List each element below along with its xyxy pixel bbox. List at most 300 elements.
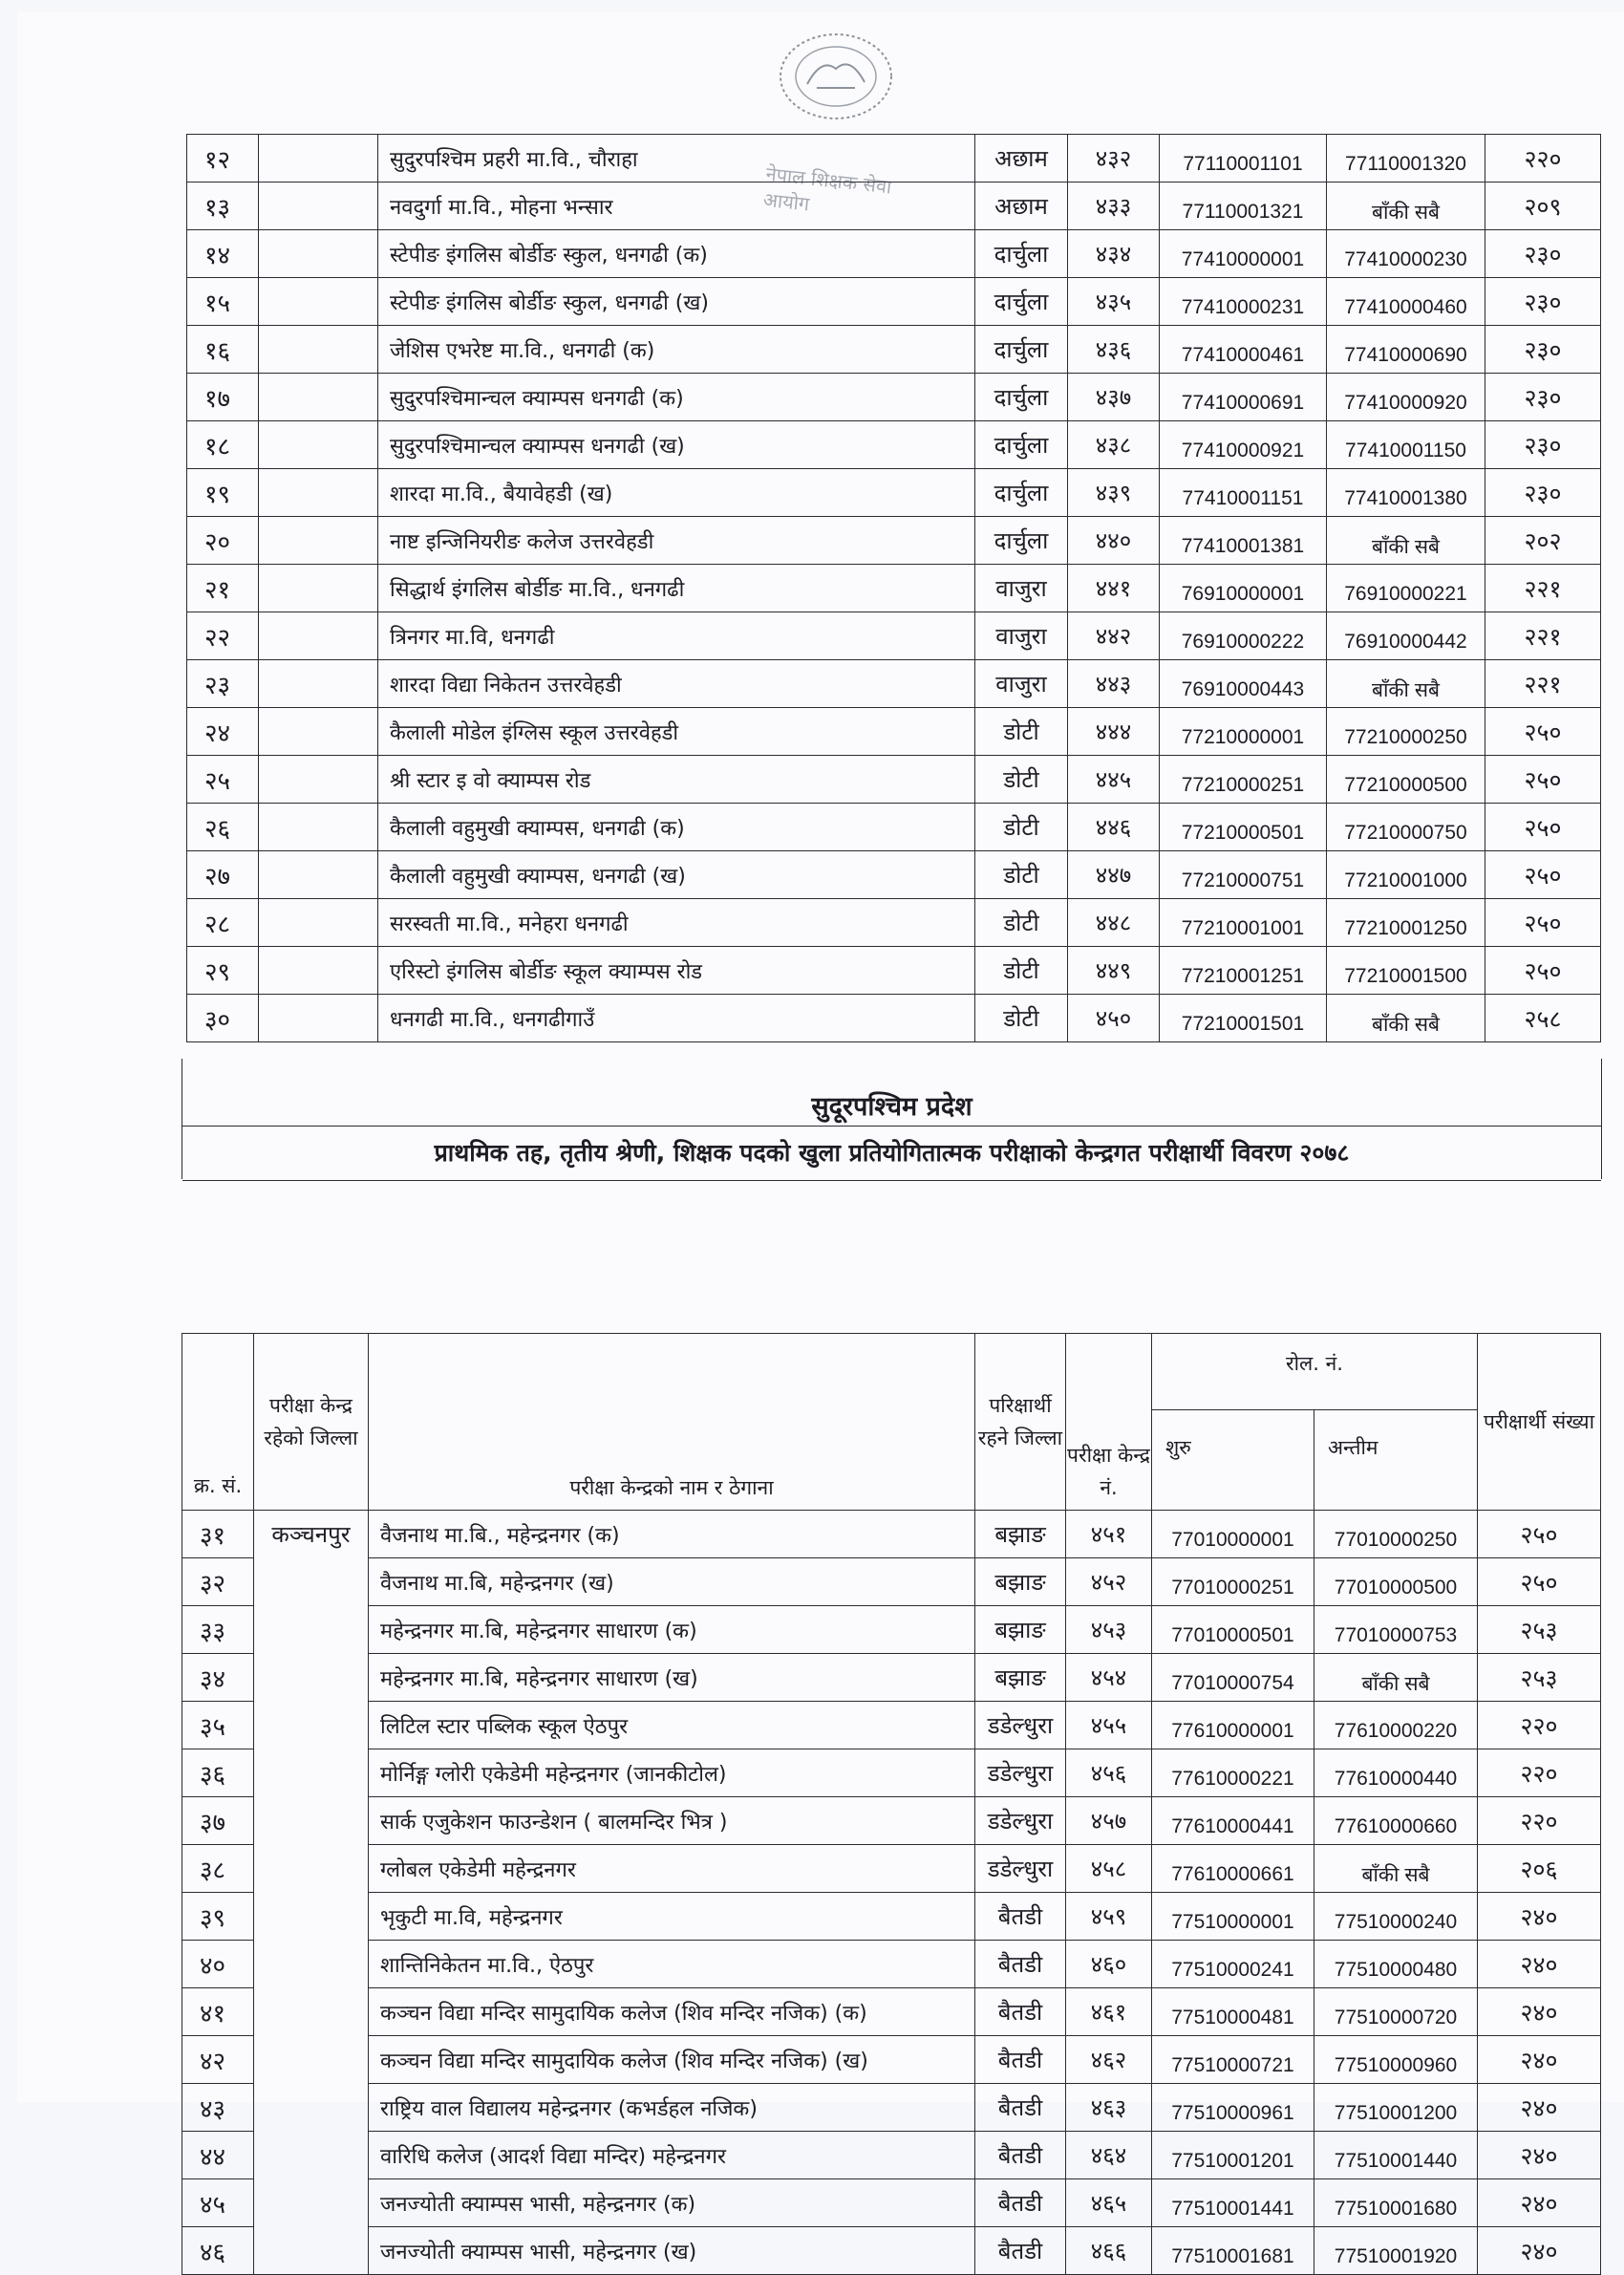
serial-number: ३५ [182,1702,254,1749]
serial-number: १३ [187,182,259,230]
roll-end: 76910000221 [1327,565,1485,612]
roll-start: 77410000691 [1160,374,1327,421]
serial-number: ३३ [182,1606,254,1654]
candidate-district: डडेल्धुरा [975,1749,1066,1797]
center-name: श्री स्टार इ वो क्याम्पस रोड [378,756,975,804]
section-header [182,1059,1602,1179]
candidate-district: अछाम [975,135,1068,182]
roll-end: 77210001500 [1327,947,1485,995]
center-number: ४३५ [1068,278,1160,326]
center-district-empty [259,565,378,612]
center-number: ४४० [1068,517,1160,565]
roll-end: 77410000920 [1327,374,1485,421]
candidate-district: दार्चुला [975,230,1068,278]
serial-number: २६ [187,804,259,851]
table-row [187,326,1601,374]
center-number: ४४५ [1068,756,1160,804]
candidate-count: २०६ [1478,1845,1601,1893]
center-name: कञ्चन विद्या मन्दिर सामुदायिक कलेज (शिव मन्दिर नजिक) (ख) [369,2036,975,2084]
candidate-count: २४० [1478,1893,1601,1941]
center-name: राष्ट्रिय वाल विद्यालय महेन्द्रनगर (कभर्डहल नजिक) [369,2084,975,2132]
table-row [182,1511,1601,1558]
center-number: ४४४ [1068,708,1160,756]
roll-end: बाँकी सबै [1327,995,1485,1042]
candidate-count: २३० [1485,469,1601,517]
roll-start: 77010000251 [1152,1558,1314,1606]
candidate-count: २२१ [1485,612,1601,660]
serial-number: १८ [187,421,259,469]
center-name: वारिधि कलेज (आदर्श विद्या मन्दिर) महेन्द्रनगर [369,2132,975,2179]
serial-number: १९ [187,469,259,517]
center-name: सुदुरपश्चिमान्चल क्याम्पस धनगढी (क) [378,374,975,421]
center-number: ४६४ [1066,2132,1152,2179]
table-row [182,1558,1601,1606]
header-roll: रोल. नं. [1152,1334,1478,1410]
roll-end: 77510001920 [1314,2227,1478,2275]
candidate-count: २५० [1478,1558,1601,1606]
roll-start: 77610000001 [1152,1702,1314,1749]
candidate-district: बझाङ [975,1511,1066,1558]
table-row [187,612,1601,660]
seal-emblem [774,29,898,124]
center-district-empty [259,182,378,230]
table-row [182,1941,1601,1988]
header-candidate-district: परिक्षार्थी रहने जिल्ला [975,1334,1066,1511]
candidate-district: दार्चुला [975,374,1068,421]
header-sn: क्र. सं. [182,1334,254,1511]
roll-end: 77410000230 [1327,230,1485,278]
table-row [187,899,1601,947]
roll-start: 77210001251 [1160,947,1327,995]
candidate-count: २५८ [1485,995,1601,1042]
serial-number: ४३ [182,2084,254,2132]
center-number: ४३२ [1068,135,1160,182]
center-name: धनगढी मा.वि., धनगढीगाउँ [378,995,975,1042]
table-row [182,1606,1601,1654]
center-number: ४६६ [1066,2227,1152,2275]
serial-number: २७ [187,851,259,899]
candidate-district: डोटी [975,995,1068,1042]
roll-start: 77510001441 [1152,2179,1314,2227]
candidate-count: २५३ [1478,1654,1601,1702]
candidate-district: वाजुरा [975,565,1068,612]
center-name: नवदुर्गा मा.वि., मोहना भन्सार [378,182,975,230]
roll-start: 76910000001 [1160,565,1327,612]
header-center-district: परीक्षा केन्द्र रहेको जिल्ला [254,1334,369,1511]
roll-end: 77410001380 [1327,469,1485,517]
center-district-empty [259,326,378,374]
center-district-empty [259,947,378,995]
candidate-count: २५० [1485,851,1601,899]
serial-number: १७ [187,374,259,421]
table-row [187,278,1601,326]
roll-start: 77410000461 [1160,326,1327,374]
header-roll-end: अन्तीम [1314,1410,1478,1511]
center-name: नाष्ट इन्जिनियरीङ कलेज उत्तरवेहडी [378,517,975,565]
center-name: सुदुरपश्चिम प्रहरी मा.वि., चौराहा [378,135,975,182]
serial-number: २५ [187,756,259,804]
center-name: महेन्द्रनगर मा.बि, महेन्द्रनगर साधारण (क) [369,1606,975,1654]
candidate-district: बझाङ [975,1654,1066,1702]
candidate-count: २५० [1485,756,1601,804]
roll-start: 77410000231 [1160,278,1327,326]
candidate-district: डोटी [975,804,1068,851]
center-number: ४५४ [1066,1654,1152,1702]
center-number: ४५१ [1066,1511,1152,1558]
center-district-empty [259,804,378,851]
serial-number: २८ [187,899,259,947]
roll-start: 76910000222 [1160,612,1327,660]
serial-number: ३७ [182,1797,254,1845]
table-row [182,1893,1601,1941]
centers-table-top [186,134,1601,1042]
center-district-empty [259,278,378,326]
roll-start: 77410000001 [1160,230,1327,278]
roll-end: 77510001680 [1314,2179,1478,2227]
roll-end: बाँकी सबै [1327,660,1485,708]
center-name: कञ्चन विद्या मन्दिर सामुदायिक कलेज (शिव मन्दिर नजिक) (क) [369,1988,975,2036]
center-number: ४३६ [1068,326,1160,374]
serial-number: १४ [187,230,259,278]
center-name: सुदुरपश्चिमान्चल क्याम्पस धनगढी (ख) [378,421,975,469]
candidate-district: बैतडी [975,2179,1066,2227]
center-number: ४४९ [1068,947,1160,995]
candidate-district: डोटी [975,708,1068,756]
center-number: ४६५ [1066,2179,1152,2227]
candidate-district: बैतडी [975,2132,1066,2179]
roll-end: 77210000250 [1327,708,1485,756]
serial-number: ३९ [182,1893,254,1941]
roll-end: 77510001440 [1314,2132,1478,2179]
serial-number: २१ [187,565,259,612]
roll-start: 77210000501 [1160,804,1327,851]
roll-end: 77610000440 [1314,1749,1478,1797]
center-number: ४५० [1068,995,1160,1042]
serial-number: ३६ [182,1749,254,1797]
roll-end: 77210001250 [1327,899,1485,947]
candidate-district: डोटी [975,851,1068,899]
roll-end: 76910000442 [1327,612,1485,660]
roll-start: 77210000251 [1160,756,1327,804]
roll-start: 77510000241 [1152,1941,1314,1988]
roll-end: 77210000500 [1327,756,1485,804]
candidate-district: बैतडी [975,2227,1066,2275]
candidate-district: डोटी [975,899,1068,947]
roll-start: 77410001151 [1160,469,1327,517]
center-district: कञ्चनपुर [254,1511,369,2275]
roll-end: 77110001320 [1327,135,1485,182]
roll-end: 77210000750 [1327,804,1485,851]
serial-number: १२ [187,135,259,182]
center-name: मोर्निङ्ग ग्लोरी एकेडेमी महेन्द्रनगर (जानकीटोल) [369,1749,975,1797]
center-district-empty [259,517,378,565]
candidate-district: बैतडी [975,1988,1066,2036]
table-row [187,374,1601,421]
roll-end: 77510001200 [1314,2084,1478,2132]
table-row [182,1797,1601,1845]
province-title: सुदूरपश्चिम प्रदेश [811,1092,972,1122]
candidate-district: बैतडी [975,2036,1066,2084]
center-district-empty [259,899,378,947]
table-row [187,182,1601,230]
header-roll-start: शुरु [1152,1410,1314,1511]
roll-end: 77510000240 [1314,1893,1478,1941]
candidate-district: डडेल्धुरा [975,1702,1066,1749]
table-row [187,230,1601,278]
candidate-count: २५३ [1478,1606,1601,1654]
center-name: शारदा विद्या निकेतन उत्तरवेहडी [378,660,975,708]
document-subtitle: प्राथमिक तह, तृतीय श्रेणी, शिक्षक पदको खुला प्रतियोगितात्मक परीक्षाको केन्द्रगत परीक्षार्थी विवरण २०७८ [182,1126,1601,1181]
center-district-empty [259,708,378,756]
candidate-count: २४० [1478,2227,1601,2275]
serial-number: २४ [187,708,259,756]
table-row [187,469,1601,517]
roll-end: 77010000500 [1314,1558,1478,1606]
roll-start: 77410000921 [1160,421,1327,469]
roll-start: 77410001381 [1160,517,1327,565]
center-name: स्टेपीङ इंगलिस बोर्डीङ स्कुल, धनगढी (ख) [378,278,975,326]
center-number: ४५७ [1066,1797,1152,1845]
table-row [187,565,1601,612]
candidate-district: डडेल्धुरा [975,1845,1066,1893]
center-district-empty [259,660,378,708]
center-district-empty [259,135,378,182]
candidate-count: २३० [1485,421,1601,469]
roll-end: 77510000960 [1314,2036,1478,2084]
serial-number: २० [187,517,259,565]
candidate-district: डोटी [975,756,1068,804]
center-name: शान्तिनिकेतन मा.वि., ऐठपुर [369,1941,975,1988]
roll-end: 77010000250 [1314,1511,1478,1558]
candidate-count: २२१ [1485,660,1601,708]
roll-start: 77210000001 [1160,708,1327,756]
roll-start: 77010000754 [1152,1654,1314,1702]
roll-start: 77610000221 [1152,1749,1314,1797]
candidate-district: दार्चुला [975,326,1068,374]
center-number: ४५२ [1066,1558,1152,1606]
candidate-district: डडेल्धुरा [975,1797,1066,1845]
center-name: ग्लोबल एकेडेमी महेन्द्रनगर [369,1845,975,1893]
roll-end: 77510000480 [1314,1941,1478,1988]
center-name: महेन्द्रनगर मा.बि, महेन्द्रनगर साधारण (ख) [369,1654,975,1702]
center-number: ४६० [1066,1941,1152,1988]
candidate-count: २३० [1485,374,1601,421]
table-row [182,2227,1601,2275]
roll-end: बाँकी सबै [1327,182,1485,230]
candidate-district: बझाङ [975,1558,1066,1606]
candidate-count: २३० [1485,230,1601,278]
candidate-count: २२१ [1485,565,1601,612]
roll-end: 77010000753 [1314,1606,1478,1654]
candidate-district: अछाम [975,182,1068,230]
roll-end: 77610000220 [1314,1702,1478,1749]
roll-start: 77210001001 [1160,899,1327,947]
roll-end: 77410000690 [1327,326,1485,374]
center-district-empty [259,851,378,899]
center-district-empty [259,230,378,278]
center-name: त्रिनगर मा.वि, धनगढी [378,612,975,660]
center-number: ४५९ [1066,1893,1152,1941]
center-name: सरस्वती मा.वि., मनेहरा धनगढी [378,899,975,947]
table-row [187,804,1601,851]
center-number: ४३८ [1068,421,1160,469]
center-district-empty [259,756,378,804]
center-district-empty [259,612,378,660]
candidate-count: २४० [1478,2084,1601,2132]
roll-end: 77610000660 [1314,1797,1478,1845]
center-name: जेशिस एभरेष्ट मा.वि., धनगढी (क) [378,326,975,374]
table-row [187,756,1601,804]
candidate-count: २०२ [1485,517,1601,565]
candidate-district: दार्चुला [975,517,1068,565]
table-row [187,708,1601,756]
serial-number: ४४ [182,2132,254,2179]
center-name: एरिस्टो इंगलिस बोर्डीङ स्कूल क्याम्पस रोड [378,947,975,995]
table-row [187,660,1601,708]
candidate-count: २३० [1485,278,1601,326]
serial-number: ४२ [182,2036,254,2084]
candidate-district: दार्चुला [975,469,1068,517]
serial-number: ३० [187,995,259,1042]
center-name: सार्क एजुकेशन फाउन्डेशन ( बालमन्दिर भित्र ) [369,1797,975,1845]
center-number: ४५८ [1066,1845,1152,1893]
candidate-count: २३० [1485,326,1601,374]
serial-number: ३४ [182,1654,254,1702]
roll-end: बाँकी सबै [1314,1654,1478,1702]
serial-number: ३२ [182,1558,254,1606]
candidate-district: बझाङ [975,1606,1066,1654]
candidate-count: २५० [1485,947,1601,995]
serial-number: ४० [182,1941,254,1988]
table-row [182,1654,1601,1702]
candidate-count: २०९ [1485,182,1601,230]
header-center-name: परीक्षा केन्द्रको नाम र ठेगाना [369,1334,975,1511]
serial-number: ३१ [182,1511,254,1558]
centers-table-bottom [182,1333,1601,2275]
roll-start: 77510000961 [1152,2084,1314,2132]
center-name: लिटिल स्टार पब्लिक स्कूल ऐठपुर [369,1702,975,1749]
center-number: ४४७ [1068,851,1160,899]
center-name: सिद्धार्थ इंगलिस बोर्डीङ मा.वि., धनगढी [378,565,975,612]
table-row [187,421,1601,469]
table-row [182,2036,1601,2084]
candidate-count: २४० [1478,2179,1601,2227]
roll-start: 77610000661 [1152,1845,1314,1893]
seal-text: नेपाल शिक्षक सेवा आयोग [761,161,893,216]
header-center-no: परीक्षा केन्द्र नं. [1066,1334,1152,1511]
candidate-count: २५० [1478,1511,1601,1558]
serial-number: २९ [187,947,259,995]
center-number: ४४१ [1068,565,1160,612]
candidate-district: दार्चुला [975,278,1068,326]
candidate-count: २२० [1478,1797,1601,1845]
candidate-count: २४० [1478,2036,1601,2084]
candidate-district: वाजुरा [975,612,1068,660]
roll-end: 77510000720 [1314,1988,1478,2036]
roll-end: बाँकी सबै [1314,1845,1478,1893]
center-name: जनज्योती क्याम्पस भासी, महेन्द्रनगर (क) [369,2179,975,2227]
center-name: कैलाली मोडेल इंग्लिस स्कूल उत्तरवेहडी [378,708,975,756]
candidate-count: २५० [1485,899,1601,947]
candidate-count: २४० [1478,1988,1601,2036]
roll-start: 77510001201 [1152,2132,1314,2179]
roll-end: 77410001150 [1327,421,1485,469]
candidate-district: बैतडी [975,1941,1066,1988]
center-number: ४३३ [1068,182,1160,230]
candidate-district: बैतडी [975,2084,1066,2132]
center-number: ४६२ [1066,2036,1152,2084]
roll-start: 76910000443 [1160,660,1327,708]
table-row [187,995,1601,1042]
serial-number: २३ [187,660,259,708]
center-name: स्टेपीङ इंगलिस बोर्डीङ स्कुल, धनगढी (क) [378,230,975,278]
roll-start: 77110001321 [1160,182,1327,230]
roll-start: 77510001681 [1152,2227,1314,2275]
center-number: ४६३ [1066,2084,1152,2132]
serial-number: २२ [187,612,259,660]
center-name: वैजनाथ मा.बि, महेन्द्रनगर (ख) [369,1558,975,1606]
candidate-count: २४० [1478,1941,1601,1988]
roll-start: 77510000481 [1152,1988,1314,2036]
candidate-district: बैतडी [975,1893,1066,1941]
serial-number: ३८ [182,1845,254,1893]
table-row [182,1845,1601,1893]
serial-number: १५ [187,278,259,326]
candidate-count: २२० [1485,135,1601,182]
table-row [182,2084,1601,2132]
table-row [187,947,1601,995]
table-row [187,517,1601,565]
candidate-count: २५० [1485,804,1601,851]
candidate-district: दार्चुला [975,421,1068,469]
serial-number: १६ [187,326,259,374]
table-row [182,1749,1601,1797]
roll-start: 77610000441 [1152,1797,1314,1845]
roll-start: 77010000001 [1152,1511,1314,1558]
candidate-count: २२० [1478,1702,1601,1749]
roll-start: 77210000751 [1160,851,1327,899]
serial-number: ४१ [182,1988,254,2036]
center-number: ४५३ [1066,1606,1152,1654]
candidate-district: वाजुरा [975,660,1068,708]
serial-number: ४६ [182,2227,254,2275]
center-name: जनज्योती क्याम्पस भासी, महेन्द्रनगर (ख) [369,2227,975,2275]
table-row [182,2132,1601,2179]
table-row [182,1988,1601,2036]
serial-number: ४५ [182,2179,254,2227]
table-row [187,851,1601,899]
center-number: ४४२ [1068,612,1160,660]
roll-start: 77010000501 [1152,1606,1314,1654]
center-number: ४४८ [1068,899,1160,947]
center-district-empty [259,995,378,1042]
header-count: परीक्षार्थी संख्या [1478,1334,1601,1511]
candidate-count: २५० [1485,708,1601,756]
candidate-count: २२० [1478,1749,1601,1797]
table-row [182,2179,1601,2227]
center-district-empty [259,469,378,517]
center-number: ४४३ [1068,660,1160,708]
center-district-empty [259,374,378,421]
center-number: ४५६ [1066,1749,1152,1797]
center-number: ४३४ [1068,230,1160,278]
center-name: कैलाली वहुमुखी क्याम्पस, धनगढी (ख) [378,851,975,899]
center-number: ४६१ [1066,1988,1152,2036]
center-number: ४४६ [1068,804,1160,851]
roll-end: 77210001000 [1327,851,1485,899]
candidate-count: २४० [1478,2132,1601,2179]
center-number: ४३९ [1068,469,1160,517]
